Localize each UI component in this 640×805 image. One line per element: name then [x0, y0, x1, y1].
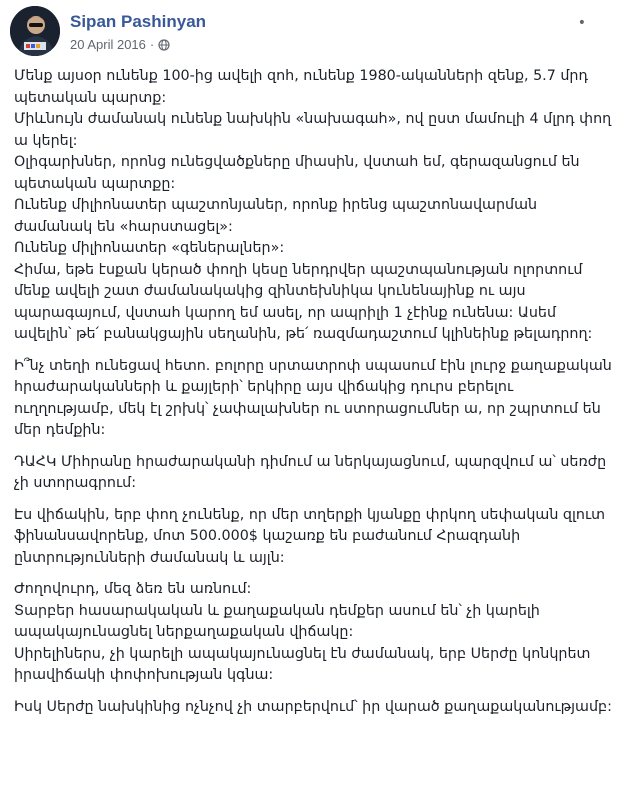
- post-date[interactable]: 20 April 2016: [70, 37, 146, 52]
- meta-separator: ·: [149, 37, 155, 52]
- more-options-icon[interactable]: •: [577, 15, 586, 31]
- post-paragraph: [14, 66, 612, 346]
- post-line: Հիմա, եթե էսքան կերած փողի կեսը ներդրվեր պաշտպանության ոլորտում մենք ավելի շատ ժամանակակից զինտեխնիկա կունենայինք ու այս պարագայում, վստահ կարող եմ ասել, որ ապրիլի 1 չէինք ունենա: Ասեմ ավելին՝ թե՛ բանակցային սեղանին, թե՛ ռազմադաշտում կլինեինք թելադրող:: [14, 261, 593, 342]
- post-paragraph: [14, 505, 612, 570]
- post-line: Ունենք միլիոնատեր «գեներալներ»:: [14, 240, 285, 256]
- post-line: Տարբեր հասարակական և քաղաքական դեմքեր ասում են՝ չի կարելի ապակայունացնել ներքաղաքական վիճակը:: [14, 602, 540, 640]
- post-line: ԴԱՀԿ Միհրանը հրաժարականի դիմում ա ներկայացնում, պարզվում ա՝ սեռժը չի ստորագրում:: [14, 453, 607, 491]
- post-line: Ի՞նչ տեղի ունեցավ հետո. բոլորը սրտատրոփ սպասում էին լուրջ քաղաքական հրաժարականների և քայլերի՝ երկիրը այս վիճակից դուրս բերելու ուղղությամբ, մեկ էլ շրխկ՝ չափալախներ ու ստորացումներ ա, որ շպրտում են մեր դեմքին:: [14, 357, 612, 438]
- globe-icon[interactable]: [158, 39, 170, 51]
- post-line: Իսկ Սերժը նախկինից ոչնչով չի տարբերվում՝ իր վարած քաղաքականությամբ:: [14, 698, 612, 715]
- post-paragraph: [14, 697, 612, 719]
- post-paragraph: [14, 579, 612, 687]
- post-paragraph: [14, 356, 612, 442]
- post-line: Միևնույն ժամանակ ունենք նախկին «նախագահ», ով ըստ մամուլի 4 մլրդ փող ա կերել:: [14, 111, 612, 149]
- post-line: Ունենք միլիոնատեր պաշտոնյաներ, որոնք իրենց պաշտոնավարման ժամանակ են «հարստացել»:: [14, 197, 538, 235]
- post-line: Օլիգարխներ, որոնց ունեցվածքները միասին, վստահ եմ, գերազանցում են պետական պարտքը:: [14, 154, 580, 192]
- avatar-icon[interactable]: [10, 6, 60, 56]
- post-author[interactable]: Sipan Pashinyan: [70, 12, 207, 31]
- post-line: Էս վիճակին, երբ փող չունենք, որ մեր տղերքի կյանքը փրկող սեփական զլուտ ֆինանսավորենք, մոտ 500.000$ կաշառք են բաժանում Հրազդանի ընտրությունների ժամանակ և այլն:: [14, 506, 606, 566]
- post-text: [14, 66, 612, 728]
- post-header: [10, 6, 630, 56]
- post-line: Ժողովուրդ, մեզ ձեռ են առնում:: [14, 581, 252, 597]
- post-paragraph: [14, 452, 612, 495]
- post-meta: [70, 37, 170, 52]
- post-line: Սիրելիներս, չի կարելի ապակայունացնել էն ժամանակ, երբ Սերժը կոնկրետ իրավիճակի փոփոխության կգնա:: [14, 645, 591, 683]
- post-line: Մենք այսօր ունենք 100-ից ավելի զոհ, ունենք 1980-ականների զենք, 5.7 մրդ պետական պարտք:: [14, 68, 588, 106]
